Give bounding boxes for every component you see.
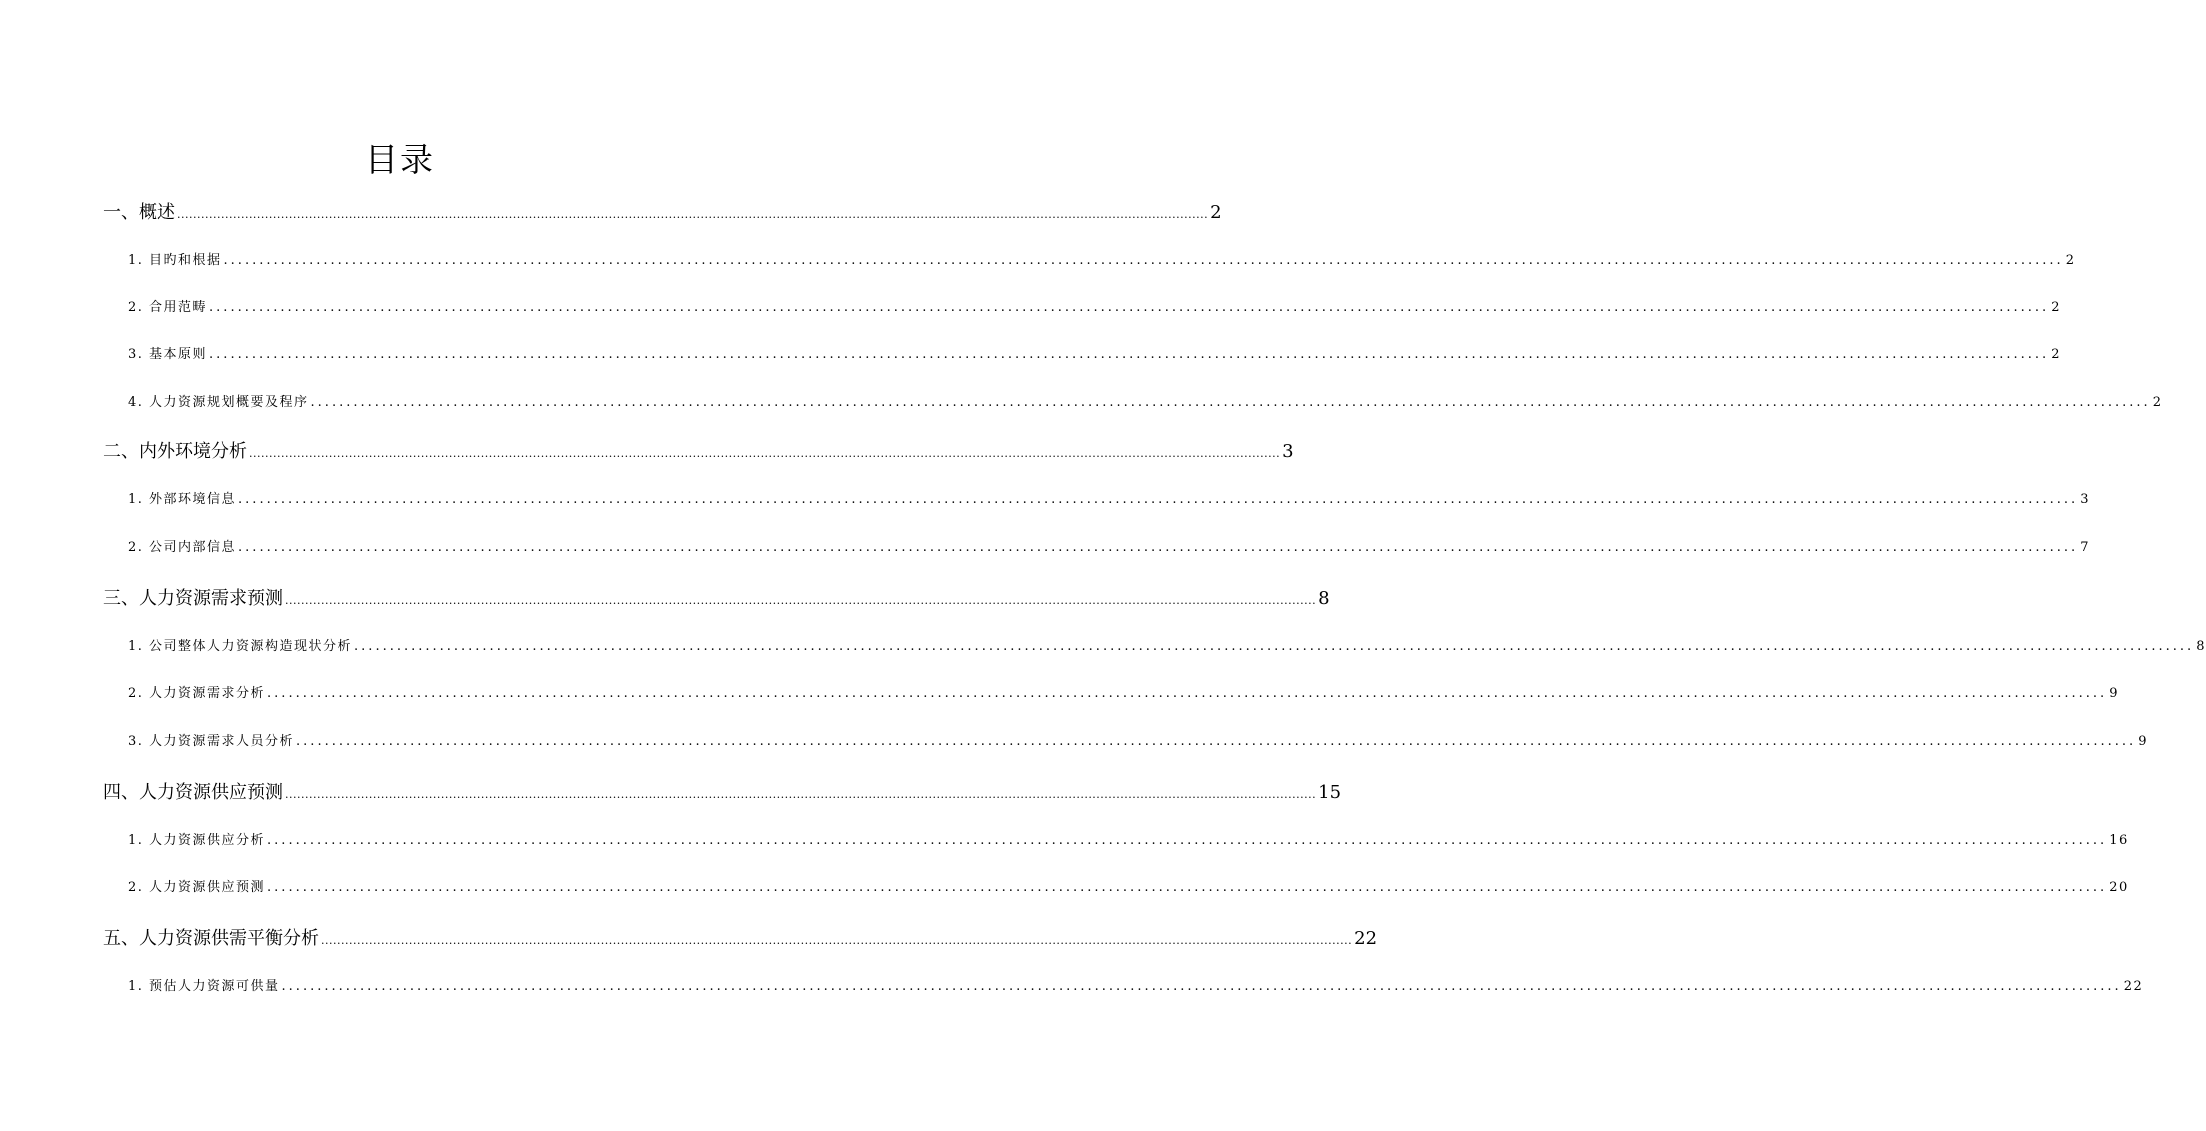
toc-page-number: 2 [2051,300,2061,315]
toc-leader-dots: .................................................................................................................................................................................................................................................................. [281,979,2122,994]
toc-leader-dots: .................................................................................................................................................................................................................................................................. [267,833,2108,848]
toc-page-number: 2 [1210,202,1222,223]
toc-entry-label: 1. 公司整体人力资源构造现状分析 [128,639,353,654]
toc-leader-dots: .................................................................................................................................................................................................................................................................. [209,300,2050,315]
toc-entry-label: 1. 外部环境信息 [128,492,237,507]
toc-entry-section-3[interactable] [103,586,1330,614]
toc-entry-label: 三、人力资源需求预测 [103,588,283,609]
toc-leader-dots: .................................................................................................................................................................................................................................................................. [267,686,2108,701]
toc-entry-subsection-2-2[interactable] [128,538,2090,558]
toc-entry-subsection-3-1[interactable] [128,637,2206,657]
toc-entry-label: 2. 人力资源供应预测 [128,880,266,895]
toc-leader-dots: .................................................................................................................................................................................................................................................................. [285,594,1317,607]
toc-entry-label: 四、人力资源供应预测 [103,782,283,803]
toc-entry-subsection-3-2[interactable] [128,684,2119,704]
toc-entry-section-4[interactable] [103,780,1342,808]
toc-entry-subsection-4-2[interactable] [128,878,2129,898]
toc-leader-dots: .................................................................................................................................................................................................................................................................. [238,492,2079,507]
toc-entry-label: 1. 预估人力资源可供量 [128,979,280,994]
toc-entry-subsection-1-3[interactable] [128,345,2061,365]
toc-leader-dots: .................................................................................................................................................................................................................................................................. [177,208,1209,221]
toc-leader-dots: .................................................................................................................................................................................................................................................................. [296,734,2137,749]
toc-page-number: 9 [2109,686,2119,701]
toc-entry-label: 2. 人力资源需求分析 [128,686,266,701]
toc-leader-dots: .................................................................................................................................................................................................................................................................. [285,788,1317,801]
toc-entry-subsection-1-1[interactable] [128,251,2076,271]
toc-page-number: 16 [2109,833,2129,848]
toc-entry-subsection-1-4[interactable] [128,393,2163,413]
page-title: 目录 [365,140,435,179]
toc-leader-dots: .................................................................................................................................................................................................................................................................. [321,934,1353,947]
toc-entry-label: 1. 目旳和根据 [128,253,222,268]
toc-entry-section-2[interactable] [103,439,1294,467]
toc-entry-subsection-1-2[interactable] [128,298,2061,318]
toc-entry-label: 4. 人力资源规划概要及程序 [128,395,309,410]
toc-entry-subsection-2-1[interactable] [128,490,2090,510]
toc-leader-dots: .................................................................................................................................................................................................................................................................. [267,880,2108,895]
toc-leader-dots: .................................................................................................................................................................................................................................................................. [209,347,2050,362]
toc-entry-label: 一、概述 [103,202,175,223]
toc-page-number: 2 [2152,395,2163,410]
toc-leader-dots: .................................................................................................................................................................................................................................................................. [223,253,2064,268]
toc-entry-label: 1. 人力资源供应分析 [128,833,266,848]
toc-page-number: 3 [1282,441,1294,462]
toc-page-number: 8 [1318,588,1330,609]
toc-leader-dots: .................................................................................................................................................................................................................................................................. [238,540,2079,555]
toc-entry-label: 五、人力资源供需平衡分析 [103,928,319,949]
toc-leader-dots: .................................................................................................................................................................................................................................................................. [310,395,2151,410]
toc-entry-section-1[interactable] [103,200,1222,228]
toc-page-number: 22 [1354,928,1378,949]
toc-page-number: 20 [2109,880,2129,895]
toc-page-number: 7 [2080,540,2090,555]
toc-entry-label: 2. 合用范畴 [128,300,208,315]
toc-entry-label: 2. 公司内部信息 [128,540,237,555]
toc-entry-label: 二、内外环境分析 [103,441,247,462]
toc-entry-subsection-3-3[interactable] [128,732,2148,752]
toc-page-number: 2 [2051,347,2061,362]
toc-entry-label: 3. 人力资源需求人员分析 [128,734,295,749]
toc-page-number: 2 [2065,253,2076,268]
toc-entry-subsection-5-1[interactable] [128,977,2144,997]
toc-leader-dots: .................................................................................................................................................................................................................................................................. [354,639,2195,654]
toc-leader-dots: .................................................................................................................................................................................................................................................................. [249,447,1281,460]
toc-page-number: 22 [2123,979,2144,994]
toc-entry-label: 3. 基本原则 [128,347,208,362]
toc-page-number: 8 [2196,639,2206,654]
toc-page-number: 15 [1318,782,1342,803]
toc-page-number: 3 [2080,492,2090,507]
toc-page-number: 9 [2138,734,2148,749]
toc-entry-subsection-4-1[interactable] [128,831,2129,851]
toc-entry-section-5[interactable] [103,926,1378,954]
